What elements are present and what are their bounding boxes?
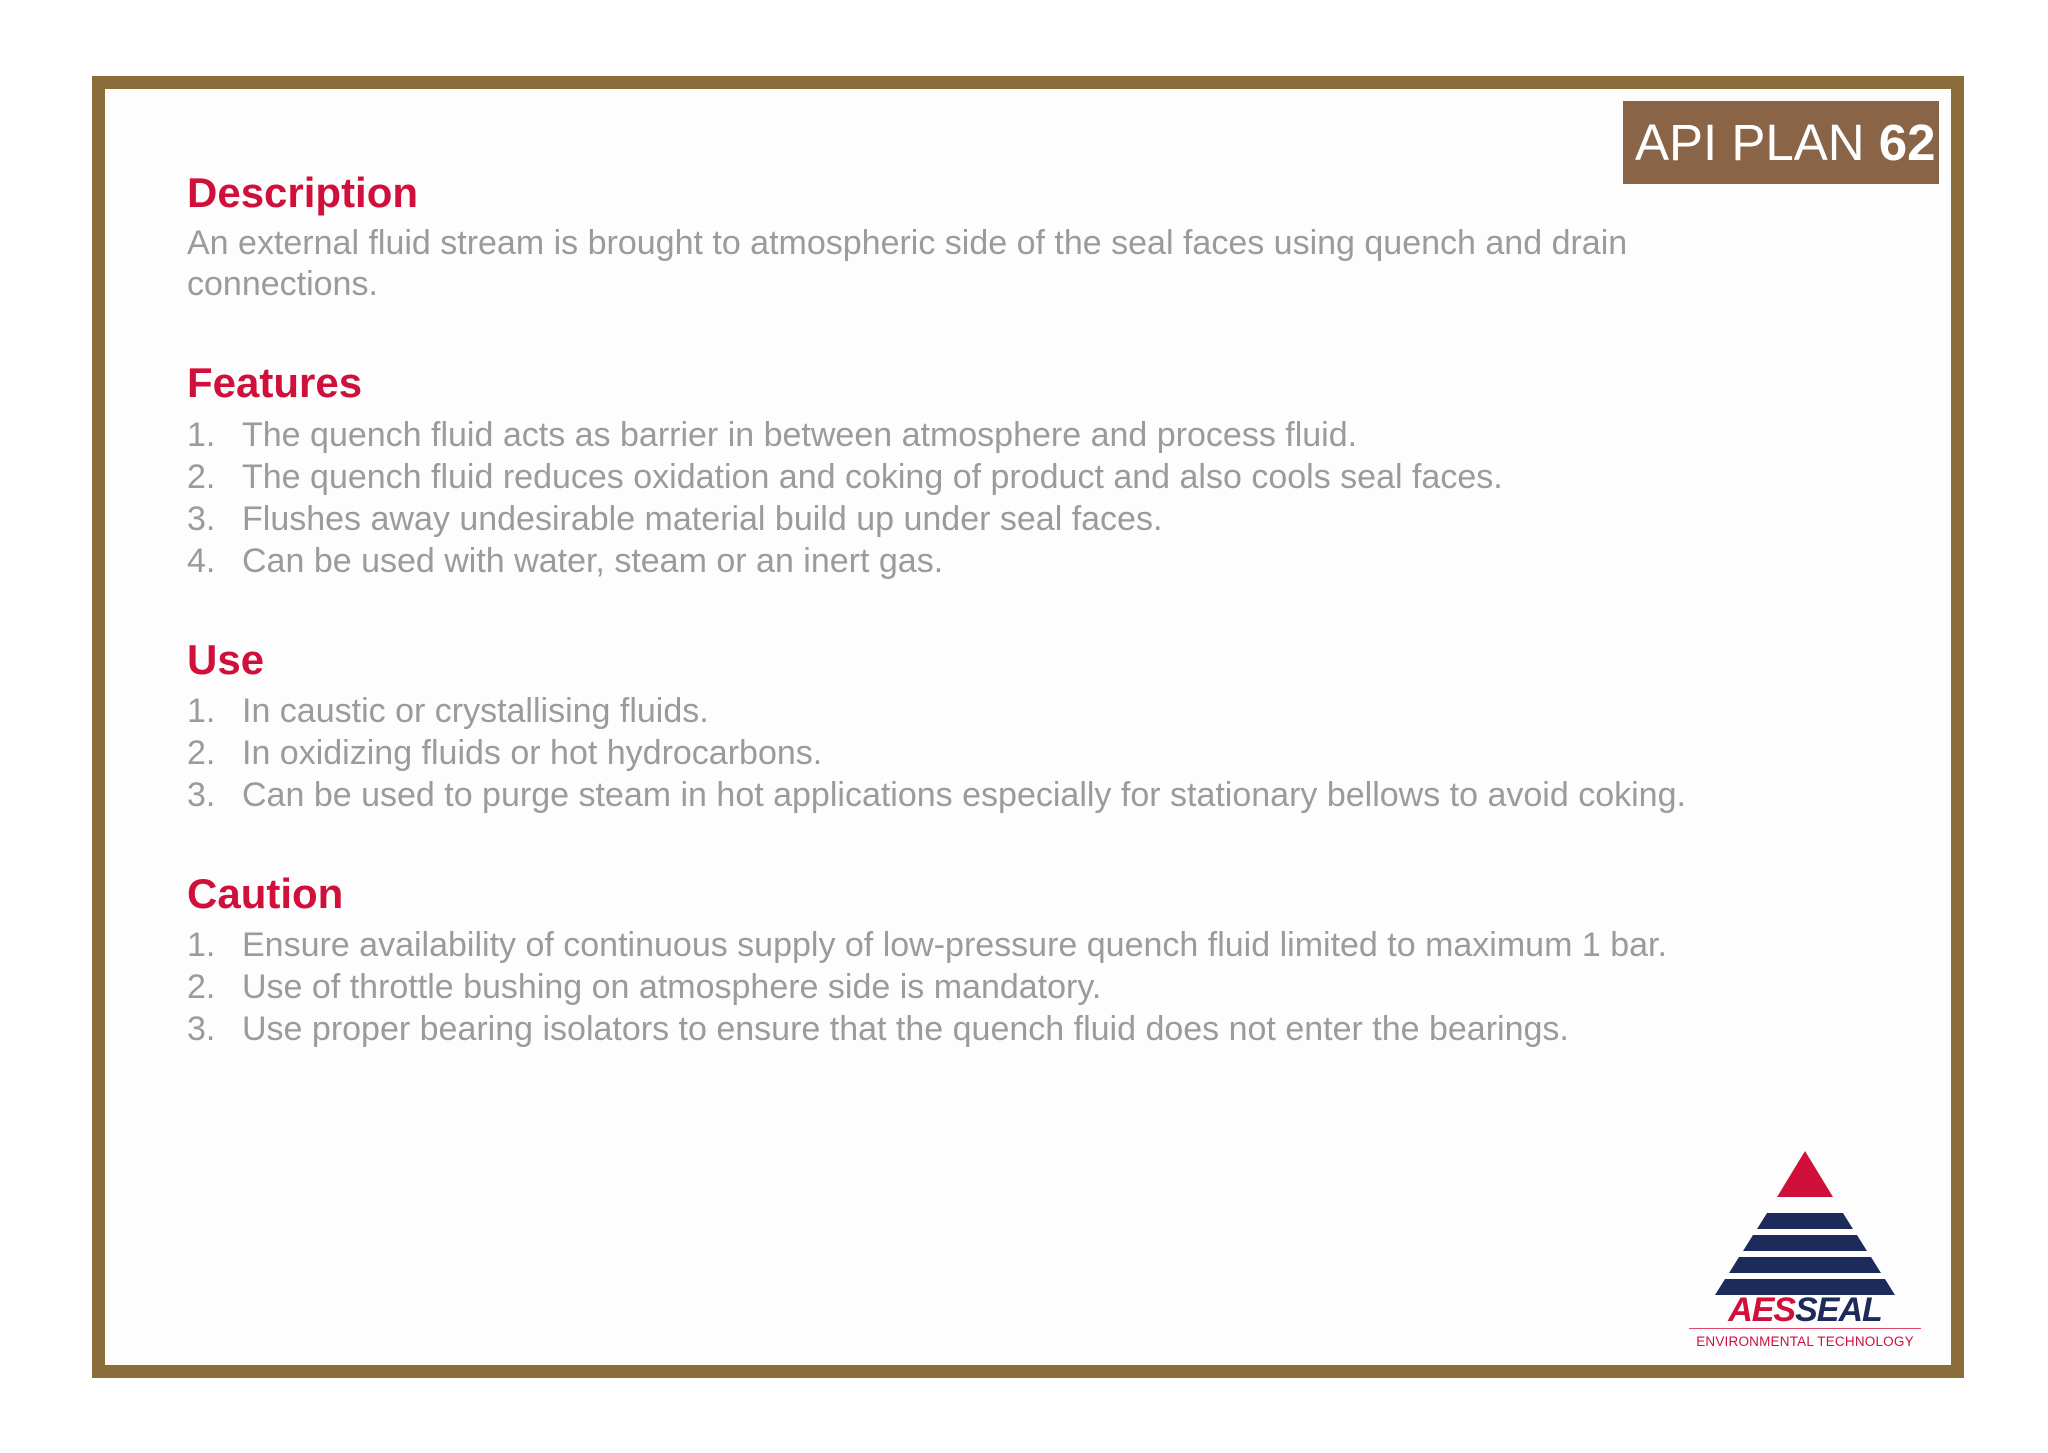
features-list	[187, 414, 1887, 582]
logo-tagline: ENVIRONMENTAL TECHNOLOGY	[1696, 1334, 1914, 1349]
description-section	[187, 169, 1887, 305]
caution-heading: Caution	[187, 869, 344, 917]
features-section	[187, 359, 1887, 581]
list-item	[187, 414, 1887, 456]
list-item	[187, 966, 1887, 1008]
use-section	[187, 636, 1887, 816]
features-heading: Features	[187, 359, 363, 407]
list-number: 3.	[187, 499, 216, 538]
list-item	[187, 924, 1887, 966]
list-item	[187, 540, 1887, 582]
list-text: The quench fluid acts as barrier in between atmosphere and process fluid.	[242, 415, 1358, 454]
list-item	[187, 456, 1887, 498]
aesseal-triangle-logo-icon	[1685, 1149, 1925, 1329]
list-number: 3.	[187, 775, 216, 814]
list-number: 4.	[187, 541, 216, 580]
list-number: 1.	[187, 691, 216, 730]
list-number: 2.	[187, 968, 216, 1007]
list-number: 1.	[187, 415, 216, 454]
list-item	[187, 690, 1887, 732]
list-text: In oxidizing fluids or hot hydrocarbons.	[242, 733, 823, 772]
list-text: The quench fluid reduces oxidation and coking of product and also cools seal faces.	[242, 457, 1503, 496]
list-item	[187, 1008, 1887, 1050]
list-text: In caustic or crystallising fluids.	[242, 691, 709, 730]
description-text: An external fluid stream is brought to atmospheric side of the seal faces using quench and drain connections.	[187, 224, 1628, 304]
logo-brand-part2: SEAL	[1795, 1291, 1882, 1329]
svg-text:AESSEAL	[1727, 1291, 1882, 1329]
list-item	[187, 498, 1887, 540]
content	[187, 169, 1887, 1104]
plan-label: API PLAN	[1635, 114, 1865, 171]
description-heading: Description	[187, 169, 419, 216]
list-text: Flushes away undesirable material build up under seal faces.	[242, 499, 1163, 538]
aesseal-logo	[1685, 1149, 1925, 1349]
list-item	[187, 774, 1887, 816]
use-list	[187, 690, 1887, 816]
list-text: Can be used with water, steam or an inert gas.	[242, 541, 944, 580]
list-number: 2.	[187, 457, 216, 496]
plan-number: 62	[1878, 114, 1936, 171]
list-number: 1.	[187, 926, 216, 965]
list-item	[187, 732, 1887, 774]
list-text: Use proper bearing isolators to ensure that the quench fluid does not enter the bearings.	[242, 1010, 1569, 1049]
list-text: Can be used to purge steam in hot applications especially for stationary bellows to avoid coking.	[242, 775, 1686, 814]
list-text: Ensure availability of continuous supply of low-pressure quench fluid limited to maximum 1 bar.	[242, 926, 1667, 965]
list-number: 3.	[187, 1010, 216, 1049]
caution-section	[187, 870, 1887, 1050]
card-frame	[92, 76, 1964, 1378]
caution-list	[187, 924, 1887, 1050]
use-heading: Use	[187, 635, 265, 683]
logo-brand-part1: AES	[1728, 1291, 1796, 1329]
list-number: 2.	[187, 733, 216, 772]
list-text: Use of throttle bushing on atmosphere side is mandatory.	[242, 968, 1102, 1007]
